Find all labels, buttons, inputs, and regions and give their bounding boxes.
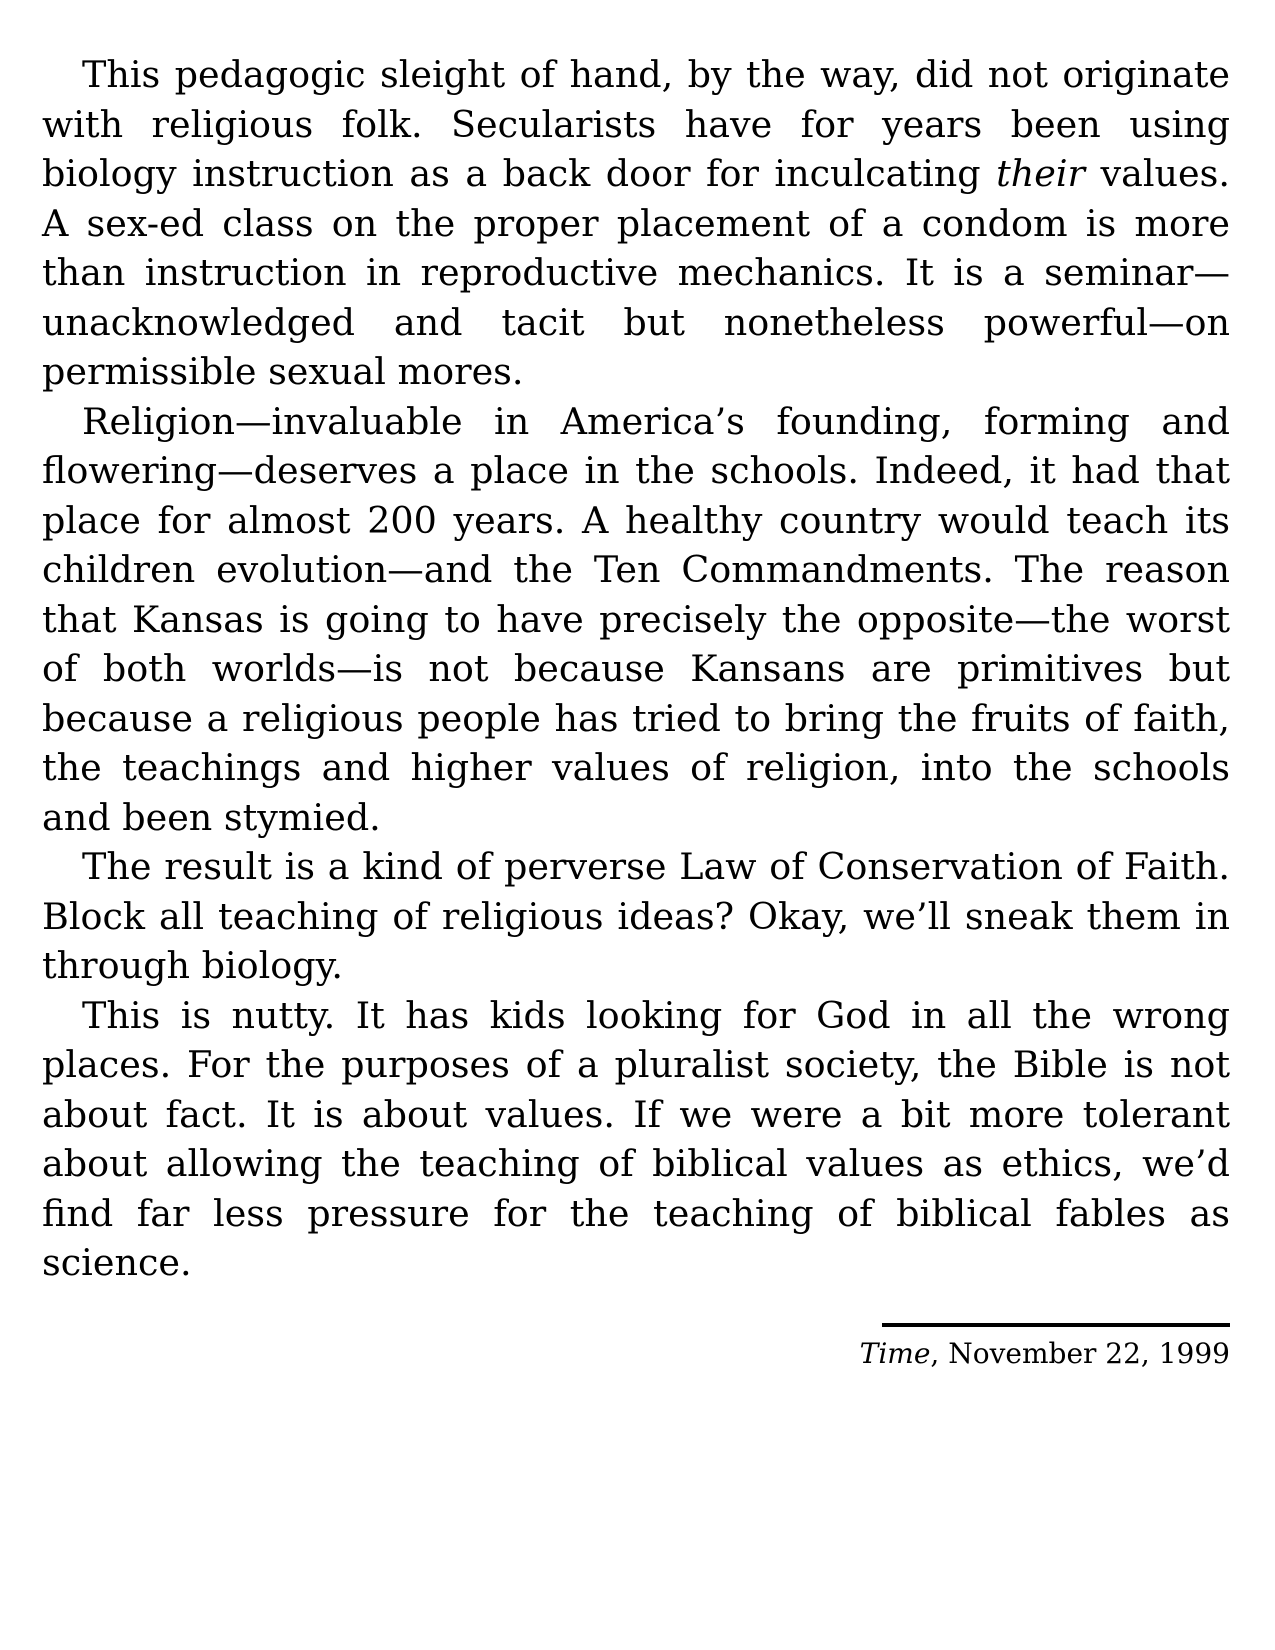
source-divider xyxy=(882,1323,1230,1327)
paragraph-4: This is nutty. It has kids looking for God in all the wrong places. For the purposes of a pluralist society, the Bible is not about fact. It is about values. If we were a bit more tolerant about allowing the teaching of biblical values as ethics, we’d find far less pressure for the teaching of biblical fables as science. xyxy=(42,993,1230,1284)
paragraph-3: The result is a kind of perverse Law of Conservation of Faith. Block all teaching of religious ideas? Okay, we’ll sneak them in through biology. xyxy=(42,845,1230,987)
article-body xyxy=(42,50,1230,1288)
source-publication: Time xyxy=(859,1337,931,1370)
paragraph-1-text-start: This pedagogic sleight of hand, by the way, did not originate with religious folk. Secularists have for years been using biology instruction as a back door for inculcating xyxy=(42,53,1230,195)
source-date: , November 22, 1999 xyxy=(930,1337,1230,1370)
paragraph-2: Religion—invaluable in America’s founding, forming and flowering—deserves a place in the schools. Indeed, it had that place for almost 200 years. A healthy country would teach its children evolution—and the Ten Commandments. The reason that Kansas is going to have precisely the opposite—the worst of both worlds—is not because Kansans are primitives but because a religious people has tried to bring the fruits of faith, the teachings and higher values of religion, into the schools and been stymied. xyxy=(42,399,1230,839)
paragraph-1 xyxy=(42,50,1230,397)
paragraph-1-text-end: values. A sex-ed class on the proper placement of a condom is more than instruction in reproductive mechanics. It is a seminar—unacknowledged and tacit but nonetheless powerful—on permissible sexual mores. xyxy=(42,152,1230,393)
paragraph-1-emphasis: their xyxy=(996,152,1086,195)
source-citation xyxy=(860,1334,1230,1374)
